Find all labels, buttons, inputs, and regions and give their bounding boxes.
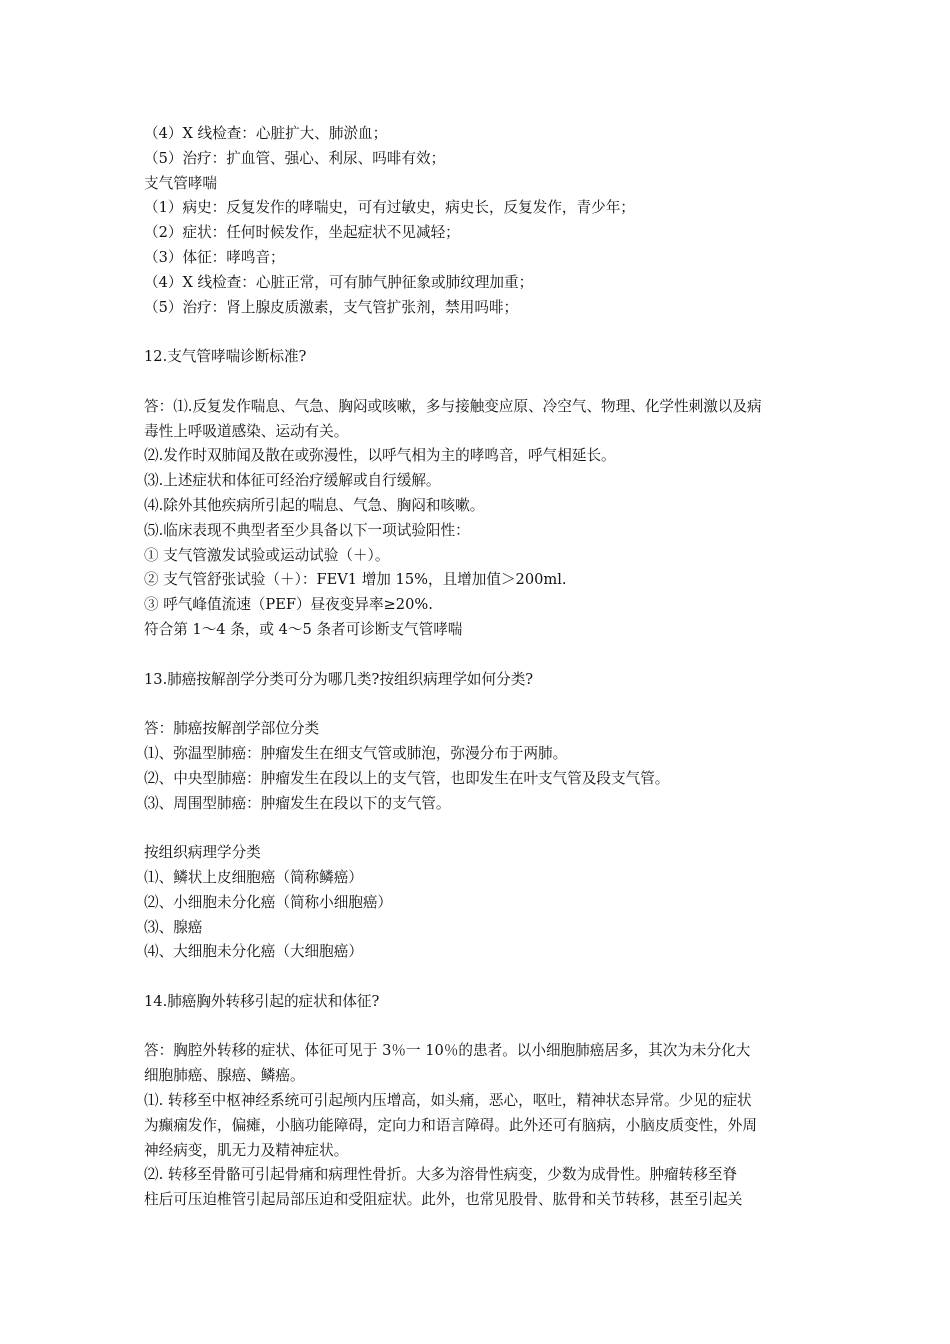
text-line: （4）X 线检查：心脏正常，可有肺气肿征象或肺纹理加重； (144, 273, 534, 291)
text-line: 为癫痫发作，偏瘫，小脑功能障碍，定向力和语言障碍。此外还可有脑病，小脑皮质变性，外周 (144, 1116, 757, 1134)
blank-line (144, 320, 810, 345)
text-line: 答：⑴.反复发作喘息、气急、胸闷或咳嗽，多与接触变应原、冷空气、物理、化学性刺激以及病 (144, 397, 762, 415)
blank-line (144, 692, 810, 717)
text-line: ③ 呼气峰值流速（PEF）昼夜变异率≥20%. (144, 596, 433, 614)
text-line: 答：胸腔外转移的症状、体征可见于 3％一 10％的患者。以小细胞肺癌居多，其次为未分化大 (144, 1042, 751, 1060)
text-line: 神经病变，肌无力及精神症状。 (144, 1141, 349, 1159)
text-line: ⑴、弥温型肺癌：肿瘤发生在细支气管或肺泡，弥漫分布于两肺。 (144, 744, 568, 762)
text-line: 柱后可压迫椎管引起局部压迫和受阻症状。此外，也常见股骨、肱骨和关节转移，甚至引起关 (144, 1191, 743, 1209)
text-line: ⑵、小细胞未分化癌（简称小细胞癌） (144, 893, 393, 911)
text-line: （5）治疗：扩血管、强心、利尿、吗啡有效； (144, 149, 446, 167)
blank-line (144, 965, 810, 990)
text-line: ⑷、大细胞未分化癌（大细胞癌） (144, 943, 363, 961)
section-heading: 支气管哮喘 (144, 174, 217, 192)
text-line: ② 支气管舒张试验（＋）：FEV1 增加 15%，且增加值＞200ml. (144, 571, 567, 589)
text-line: ⑶、腺癌 (144, 918, 203, 936)
text-line: 符合第 1～4 条，或 4～5 条者可诊断支气管哮喘 (144, 620, 463, 638)
blank-line (144, 816, 810, 841)
text-line: ⑶、周围型肺癌：肿瘤发生在段以下的支气管。 (144, 794, 451, 812)
text-line: ⑴、鳞状上皮细胞癌（简称鳞癌） (144, 868, 363, 886)
question-heading: 12.支气管哮喘诊断标准? (144, 348, 307, 366)
text-line: ① 支气管激发试验或运动试验（＋）。 (144, 546, 390, 564)
text-line: ⑶.上述症状和体征可经治疗缓解或自行缓解。 (144, 472, 441, 490)
text-line: ⑵、中央型肺癌：肿瘤发生在段以上的支气管，也即发生在叶支气管及段支气管。 (144, 769, 670, 787)
text-line: （2）症状：任何时候发作，坐起症状不见减轻； (144, 224, 460, 242)
document-page (144, 122, 810, 1213)
question-heading: 13.肺癌按解剖学分类可分为哪几类?按组织病理学如何分类? (144, 670, 534, 688)
blank-line (144, 1015, 810, 1040)
blank-line (144, 370, 810, 395)
text-line: 细胞肺癌、腺癌、鳞癌。 (144, 1067, 305, 1085)
text-line: 答：肺癌按解剖学部位分类 (144, 720, 320, 738)
text-line: （5）治疗：肾上腺皮质激素，支气管扩张剂，禁用吗啡； (144, 298, 519, 316)
text-line: （3）体征：哮鸣音； (144, 248, 285, 266)
text-line: （4）X 线检查：心脏扩大、肺淤血； (144, 125, 388, 142)
text-line: 按组织病理学分类 (144, 844, 261, 862)
text-line: ⑸.临床表现不典型者至少具备以下一项试验阳性： (144, 521, 470, 539)
text-line: （1）病史：反复发作的哮喘史，可有过敏史，病史长，反复发作，青少年； (144, 199, 635, 217)
text-line: ⑵.发作时双肺闻及散在或弥漫性，以呼气相为主的哮鸣音，呼气相延长。 (144, 447, 616, 465)
blank-line (144, 643, 810, 668)
text-line: 毒性上呼吸道感染、运动有关。 (144, 422, 349, 440)
text-line: ⑴. 转移至中枢神经系统可引起颅内压增高，如头痛，恶心，呕吐，精神状态异常。少见的症状 (144, 1092, 752, 1110)
question-heading: 14.肺癌胸外转移引起的症状和体征? (144, 992, 380, 1010)
text-line: ⑷.除外其他疾病所引起的喘息、气急、胸闷和咳嗽。 (144, 496, 485, 514)
text-line: ⑵. 转移至骨骼可引起骨痛和病理性骨折。大多为溶骨性病变，少数为成骨性。肿瘤转移至脊 (144, 1166, 738, 1184)
